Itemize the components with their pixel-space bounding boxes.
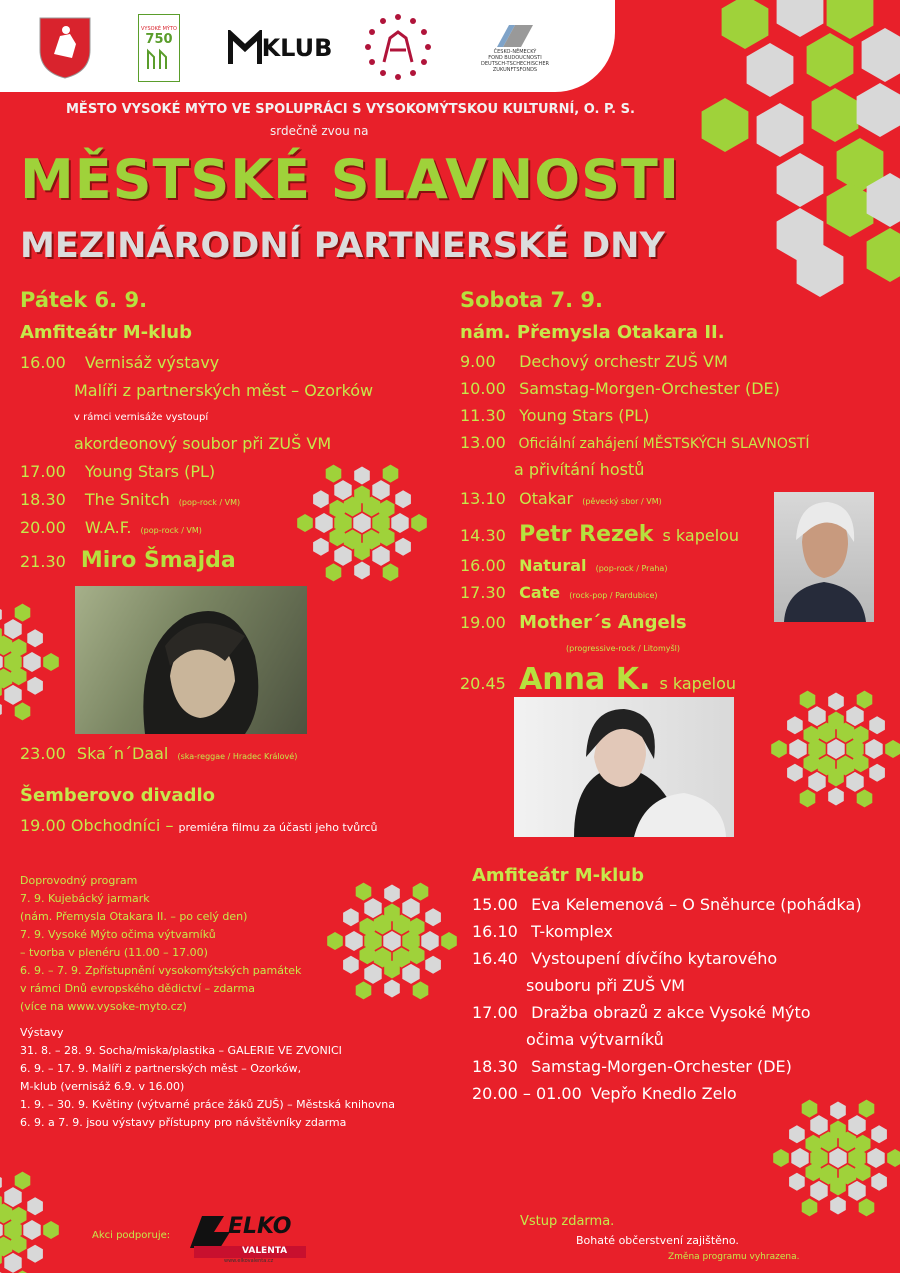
event-time: 19.00 (20, 816, 66, 835)
sponsor-sub: VALENTA (242, 1246, 288, 1256)
program-line: 6. 9. – 7. 9. Zpřístupnění vysokomýtských památek (20, 964, 302, 977)
event-title: Oficiální zahájení MĚSTSKÝCH SLAVNOSTÍ (518, 436, 810, 452)
star-dot (369, 59, 375, 65)
saturday-venue-amfiteatr: Amfiteátr M-klub (472, 865, 644, 886)
hexagon-shape (865, 739, 882, 759)
hexagon-shape (828, 788, 844, 806)
program-line: 7. 9. Kujebácký jarmark (20, 892, 150, 905)
hexagon-shape (441, 932, 457, 950)
event-suffix: s kapelou (659, 674, 737, 693)
event-time: 20.00 – 01.00 (472, 1084, 582, 1103)
hexagon-shape (0, 1174, 2, 1192)
saturday2-event-1500 (472, 895, 862, 914)
hexagon-shape (43, 1221, 59, 1239)
hexagon-shape (802, 1100, 818, 1118)
saturday2-event-2000 (472, 1084, 737, 1103)
hexagon-shape (402, 964, 419, 984)
hexagon-shape (800, 789, 816, 807)
exhibition-line: 31. 8. – 28. 9. Socha/miska/plastika – GALERIE VE ZVONICI (20, 1044, 342, 1057)
hexagon-shape (327, 932, 343, 950)
fund-logo-line3: DEUTSCH-TSCHECHISCHER (481, 61, 549, 67)
program-line: v rámci Dnů evropského dědictví – zdarma (20, 982, 255, 995)
hexagon-shape (384, 980, 400, 998)
event-note: (pěvecký sbor / VM) (582, 497, 662, 506)
hexagon-shape (869, 764, 885, 782)
event-headliner: Anna K. (519, 662, 651, 697)
event-note: (pop-rock / Praha) (595, 564, 668, 573)
hexagon-shape (395, 490, 411, 508)
event-title: Vernisáž výstavy (84, 353, 220, 372)
event-title: Young Stars (PL) (519, 406, 650, 425)
star-dot (421, 59, 427, 65)
hexagon-shape (789, 739, 806, 759)
program-line: 7. 9. Vysoké Mýto očima výtvarníků (20, 928, 216, 941)
hexagon-shape (0, 652, 3, 672)
friday-event-accordion (74, 434, 331, 453)
saturday2-event-auction (526, 1030, 664, 1049)
event-title: Natural (519, 556, 587, 575)
hexagon-shape (857, 789, 873, 807)
hexagon-shape (0, 669, 12, 689)
hexagon-shape (326, 563, 342, 581)
hexagon-shape (15, 604, 31, 622)
star-dot (425, 44, 431, 50)
event-title: Ska´n´Daal (76, 744, 169, 763)
hexagon-shape (343, 908, 359, 926)
saturday2-event-1700 (472, 1003, 811, 1022)
hexagon-shape (871, 1173, 887, 1191)
hexagon-shape (421, 931, 438, 951)
hexagon-shape (413, 883, 429, 901)
hexagon-shape (4, 685, 21, 705)
hexagon-shape (345, 931, 362, 951)
hexagon-shape (27, 629, 43, 647)
event-suffix: s kapelou (662, 526, 740, 545)
event-time: 9.00 (460, 352, 496, 371)
hexagon-shape (411, 514, 427, 532)
hexagon-shape (885, 740, 900, 758)
star-dot (369, 29, 375, 35)
hexagon-shape (812, 88, 859, 142)
hexagon-shape (353, 513, 370, 533)
star-dot (410, 18, 416, 24)
event-title: Samstag-Morgen-Orchester (DE) (519, 379, 780, 398)
saturday-event-1000 (460, 379, 780, 398)
saturday-event-1130 (460, 406, 649, 425)
event-time: 17.00 (472, 1003, 518, 1022)
event-time: 11.30 (460, 406, 506, 425)
hexagon-shape (364, 898, 381, 918)
saturday-event-welcome (514, 460, 644, 479)
hexagon-shape (315, 513, 332, 533)
logo-bar (0, 0, 615, 92)
hexagon-shape (27, 1245, 43, 1263)
event-title: akordeonový soubor při ZUŠ VM (74, 434, 332, 453)
event-title: Vepřo Knedlo Zelo (590, 1084, 737, 1103)
hexagon-shape (15, 1172, 31, 1190)
saturday2-event-1640 (472, 949, 777, 968)
hexagon-shape (857, 83, 900, 137)
event-title: T-komplex (531, 922, 613, 941)
program-heading: Doprovodný program (20, 874, 138, 887)
anna-k-photo (514, 697, 734, 837)
event-time: 16.00 (460, 556, 506, 575)
saturday-event-2045 (460, 662, 736, 697)
hexagon-shape (391, 513, 408, 533)
event-time: 20.00 (20, 518, 66, 537)
anniversary-logo-number: 750 (145, 31, 173, 47)
friday-event-note (74, 412, 208, 423)
hexagon-shape (383, 465, 399, 483)
hexagon-shape (413, 981, 429, 999)
event-title: Samstag-Morgen-Orchester (DE) (531, 1057, 792, 1076)
hexagon-shape (4, 1187, 21, 1207)
star-dot (421, 29, 427, 35)
hexagon-shape (848, 1115, 865, 1135)
hexagon-shape (395, 538, 411, 556)
exhibitions-heading: Výstavy (20, 1026, 64, 1039)
event-time: 17.00 (20, 462, 66, 481)
event-time: 10.00 (460, 379, 506, 398)
saturday2-event-1830 (472, 1057, 792, 1076)
hexagon-shape (789, 1173, 805, 1191)
invite-line: srdečně zvou na (270, 124, 369, 138)
hexagon-shape (828, 693, 844, 711)
exhibition-line: M-klub (vernisáž 6.9. v 16.00) (20, 1080, 185, 1093)
hexagon-shape (810, 1115, 827, 1135)
program-line: (nám. Přemysla Otakara II. – po celý den) (20, 910, 248, 923)
saturday-event-0900 (460, 352, 728, 371)
hexagon-shape (364, 964, 381, 984)
hexagon-shape (789, 1125, 805, 1143)
saturday-event-1600 (460, 556, 667, 575)
entry-note: Vstup zdarma. (520, 1214, 615, 1229)
hexagon-shape (757, 103, 804, 157)
hexagon-shape (383, 563, 399, 581)
hexagon-shape (869, 716, 885, 734)
event-headliner: Miro Šmajda (80, 548, 236, 573)
hexagon-shape (808, 706, 825, 726)
event-title: Malíři z partnerských měst – Ozorków (74, 381, 374, 400)
event-time: 20.45 (460, 674, 506, 693)
fund-logo-line1: ČESKO-NĚMECKÝ (493, 49, 537, 55)
hexagon-shape (887, 1149, 900, 1167)
event-time: 16.00 (20, 353, 66, 372)
friday-event-2130 (20, 548, 236, 573)
hexagon-shape (722, 0, 769, 49)
event-time: 16.40 (472, 949, 518, 968)
hexagon-shape (23, 1220, 40, 1240)
exhibition-line: 1. 9. – 30. 9. Květiny (výtvarné práce žáků ZUŠ) – Městská knihovna (20, 1098, 395, 1111)
friday-event-2300 (20, 744, 297, 763)
hexagon-shape (859, 1198, 875, 1216)
event-time: 13.00 (460, 433, 506, 452)
hexagon-shape (372, 546, 389, 566)
hexagon-shape (867, 1148, 884, 1168)
program-line: – tvorba v plenéru (11.00 – 17.00) (20, 946, 208, 959)
refreshment-note: Bohaté občerstvení zajištěno. (576, 1234, 739, 1247)
sponsor-url: www.elkovalenta.cz (224, 1258, 274, 1264)
future-fund-logo (470, 16, 560, 80)
program-line: (více na www.vysoke-myto.cz) (20, 1000, 187, 1013)
event-title: Obchodníci – (70, 816, 174, 835)
hexagon-shape (0, 1269, 2, 1273)
star-dot (395, 14, 401, 20)
saturday-event-1900 (460, 612, 687, 633)
friday-event-1700 (20, 462, 215, 481)
event-note: v rámci vernisáže vystoupí (74, 412, 209, 423)
exhibition-line: 6. 9. – 17. 9. Malíři z partnerských měst – Ozorków, (20, 1062, 302, 1075)
event-note: (ska-reggae / Hradec Králové) (177, 752, 298, 761)
organizer-line: MĚSTO VYSOKÉ MÝTO VE SPOLUPRÁCI S VYSOKOMÝTSKOU KULTURNÍ, O. P. S. (66, 102, 635, 117)
hexagon-shape (0, 606, 2, 624)
friday-event-exhibition (74, 381, 373, 400)
hexagon-shape (800, 691, 816, 709)
hexagon-shape (402, 898, 419, 918)
event-title: a přivítání hostů (514, 460, 645, 479)
hexagon-shape (702, 98, 749, 152)
event-title: Mother´s Angels (519, 612, 687, 633)
saturday-event-1900-note (566, 636, 680, 655)
anniversary-logo-text: VYSOKÉ MÝTO (141, 25, 177, 32)
hexagon-shape (15, 702, 31, 720)
hexagon-shape (383, 931, 400, 951)
event-title: očima výtvarníků (526, 1030, 664, 1049)
hexagon-shape (830, 1197, 846, 1215)
hexagon-shape (354, 562, 370, 580)
hexagon-shape (808, 772, 825, 792)
event-title: Young Stars (PL) (84, 462, 216, 481)
hexagon-shape (425, 956, 441, 974)
hexagon-shape (787, 764, 803, 782)
hexagon-shape (425, 908, 441, 926)
hexagon-shape (787, 716, 803, 734)
program-change-note: Změna programu vyhrazena. (668, 1252, 800, 1262)
friday-event-1600 (20, 353, 219, 372)
exhibition-line: 6. 9. a 7. 9. jsou výstavy přístupny pro návštěvníky zdarma (20, 1116, 347, 1129)
hexagon-shape (313, 490, 329, 508)
mklub-logo-text: KLUB (261, 34, 333, 62)
saturday2-event-1610 (472, 922, 613, 941)
event-time: 14.30 (460, 526, 506, 545)
saturday2-event-choir (526, 976, 685, 995)
hexagon-shape (773, 1149, 789, 1167)
hexagon-shape (777, 153, 824, 207)
hexagon-shape (807, 33, 854, 87)
saturday-heading: Sobota 7. 9. (460, 288, 604, 312)
friday-venue-theatre: Šemberovo divadlo (20, 785, 215, 806)
hexagon-shape (354, 467, 370, 485)
star-dot (380, 18, 386, 24)
event-note: premiéra filmu za účasti jeho tvůrců (178, 821, 378, 834)
friday-event-2000 (20, 518, 202, 537)
hexagon-shape (0, 1204, 12, 1224)
hexagon-shape (810, 1181, 827, 1201)
event-title: Vystoupení dívčího kytarového (531, 949, 778, 968)
event-note: (rock-pop / Pardubice) (569, 591, 658, 600)
event-title: Dechový orchestr ZUŠ VM (519, 352, 728, 371)
event-headliner: Petr Rezek (519, 522, 654, 547)
friday-venue-amfiteatr: Amfiteátr M-klub (20, 322, 192, 343)
event-time: 18.30 (20, 490, 66, 509)
star-dot (395, 74, 401, 80)
hexagon-shape (0, 1220, 3, 1240)
hexagon-shape (4, 1253, 21, 1273)
hexagon-shape (4, 619, 21, 639)
hexagon-shape (343, 956, 359, 974)
hexagon-shape (862, 28, 900, 82)
saturday-venue-square: nám. Přemysla Otakara II. (460, 322, 725, 343)
hexagon-shape (356, 883, 372, 901)
miro-smajda-photo (75, 586, 307, 734)
page-subtitle: MEZINÁRODNÍ PARTNERSKÉ DNY (20, 226, 665, 266)
event-time: 21.30 (20, 552, 66, 571)
star-dot (380, 70, 386, 76)
hexagon-shape (0, 636, 12, 656)
hexagon-shape (857, 691, 873, 709)
hexagon-shape (23, 652, 40, 672)
anniversary-logo (138, 14, 180, 82)
hexagon-shape (827, 183, 874, 237)
hexagon-shape (0, 701, 2, 719)
hexagon-shape (802, 1198, 818, 1216)
event-time: 19.00 (460, 613, 506, 632)
hexagon-shape (777, 0, 824, 37)
friday-event-1830 (20, 490, 240, 509)
event-time: 18.30 (472, 1057, 518, 1076)
hexagon-shape (0, 1237, 12, 1257)
event-title: Eva Kelemenová – O Sněhurce (pohádka) (531, 895, 862, 914)
mklub-logo (222, 28, 338, 68)
star-dot (410, 70, 416, 76)
hexagon-shape (334, 546, 351, 566)
hexagon-shape (27, 677, 43, 695)
hexagon-shape (771, 740, 787, 758)
hexagon-shape (827, 0, 874, 39)
hexagon-shape (848, 1181, 865, 1201)
hexagon-shape (830, 1102, 846, 1120)
fund-logo-line4: ZUKUNFTSFONDS (492, 67, 538, 73)
event-title: Otakar (519, 489, 574, 508)
hexagon-shape (356, 981, 372, 999)
sponsor-name: ELKO (228, 1214, 292, 1239)
hexagon-shape (27, 1197, 43, 1215)
hexagon-shape (846, 772, 863, 792)
saturday-event-1430 (460, 522, 739, 547)
event-time: 15.00 (472, 895, 518, 914)
hexagon-shape (867, 228, 900, 282)
petr-rezek-photo (774, 492, 874, 622)
hexagon-shape (791, 1148, 808, 1168)
event-time: 23.00 (20, 744, 66, 763)
event-note: (pop-rock / VM) (140, 526, 202, 535)
hexagon-shape (859, 1100, 875, 1118)
hexagon-shape (747, 43, 794, 97)
hexagon-shape (846, 706, 863, 726)
saturday-event-1310 (460, 489, 662, 508)
friday-heading: Pátek 6. 9. (20, 288, 148, 312)
saturday-event-1300 (460, 433, 809, 452)
saturday-event-1730 (460, 583, 658, 602)
hexagon-shape (384, 885, 400, 903)
hexagon-shape (827, 739, 844, 759)
hexagon-shape (372, 480, 389, 500)
star-dot (365, 44, 371, 50)
hexagon-shape (326, 465, 342, 483)
event-title: The Snitch (84, 490, 170, 509)
event-title: W.A.F. (84, 518, 132, 537)
hexagon-shape (43, 653, 59, 671)
event-note: (progressive-rock / Litomyšl) (566, 644, 680, 653)
theatre-event (20, 816, 378, 835)
stars-logo (360, 10, 436, 84)
event-time: 17.30 (460, 583, 506, 602)
page-title: MĚSTSKÉ SLAVNOSTI (20, 148, 680, 211)
hexagon-shape (871, 1125, 887, 1143)
hexagon-shape (297, 514, 313, 532)
event-title: Dražba obrazů z akce Vysoké Mýto (531, 1003, 811, 1022)
elko-sponsor-logo (184, 1212, 308, 1262)
event-time: 16.10 (472, 922, 518, 941)
event-title: Cate (519, 583, 561, 602)
fund-logo-line2: FOND BUDOUCNOSTI (488, 55, 542, 61)
hexagon-shape (829, 1148, 846, 1168)
city-coat-of-arms-logo (36, 14, 94, 80)
hexagon-shape (313, 538, 329, 556)
hexagon-shape (334, 480, 351, 500)
event-note: (pop-rock / VM) (178, 498, 241, 507)
event-title: souboru při ZUŠ VM (526, 976, 685, 995)
support-label: Akci podporuje: (92, 1230, 171, 1241)
event-time: 13.10 (460, 489, 506, 508)
